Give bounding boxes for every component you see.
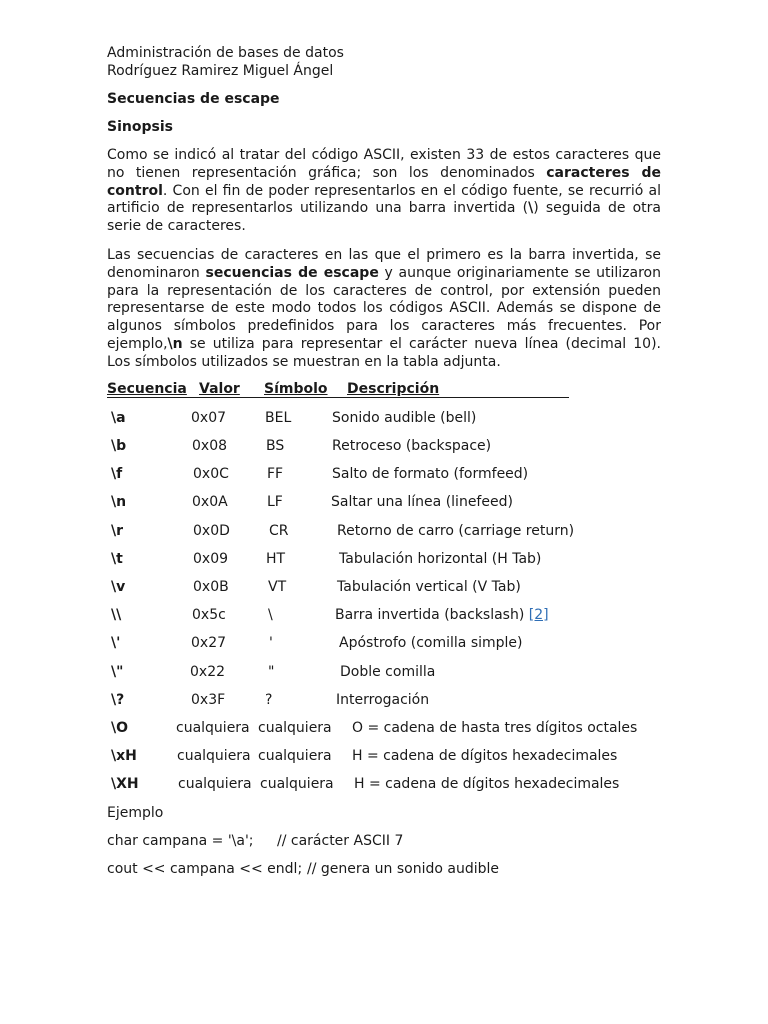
example-code-line-2 bbox=[107, 861, 499, 877]
table-cell-value: cualquiera bbox=[177, 748, 251, 764]
table-cell-sequence: \a bbox=[111, 410, 126, 426]
table-cell-description: H = cadena de dígitos hexadecimales bbox=[352, 748, 618, 764]
table-cell-sequence: \f bbox=[111, 466, 123, 482]
table-cell-value: 0x27 bbox=[191, 635, 227, 651]
table-cell-description: O = cadena de hasta tres dígitos octales bbox=[352, 720, 638, 736]
table-cell-description: H = cadena de dígitos hexadecimales bbox=[354, 776, 620, 792]
reference-link[interactable]: [2] bbox=[528, 607, 549, 623]
table-cell-symbol: cualquiera bbox=[260, 776, 334, 792]
table-cell-symbol: cualquiera bbox=[258, 748, 332, 764]
table-cell-value: 0x0A bbox=[192, 494, 228, 510]
table-cell-value: cualquiera bbox=[176, 720, 250, 736]
section-title: Sinopsis bbox=[107, 119, 173, 135]
table-cell-value: 0x22 bbox=[190, 664, 226, 680]
table-header-symbol: Símbolo bbox=[264, 381, 328, 397]
table-cell-description: Apóstrofo (comilla simple) bbox=[339, 635, 523, 651]
table-cell-sequence: \t bbox=[111, 551, 123, 567]
table-cell-value: 0x09 bbox=[193, 551, 229, 567]
table-cell-symbol: BS bbox=[266, 438, 285, 454]
table-cell-sequence: \v bbox=[111, 579, 126, 595]
table-cell-value: 0x08 bbox=[192, 438, 228, 454]
document-title: Secuencias de escape bbox=[107, 91, 280, 107]
table-header-underline bbox=[107, 397, 569, 398]
example-code-line-1 bbox=[107, 833, 404, 849]
table-header-value: Valor bbox=[199, 381, 240, 397]
table-cell-value: 0x0C bbox=[193, 466, 229, 482]
table-cell-value: 0x07 bbox=[191, 410, 227, 426]
table-cell-value: 0x0B bbox=[193, 579, 229, 595]
paragraph-text: Como se indicó al tratar del código ASCII, existen 33 de estos caracteres que no tienen representación gráfica; son los denominados bbox=[107, 147, 661, 181]
course-name: Administración de bases de datos bbox=[107, 45, 344, 61]
paragraph-text: ) seguida de otra serie de caracteres. bbox=[107, 200, 661, 235]
table-cell-symbol: VT bbox=[268, 579, 287, 595]
table-cell-sequence: \' bbox=[111, 635, 121, 651]
paragraph-text: y aunque originariamente se utilizaron para la representación de los caracteres de control, por extensión pueden representarse de este modo todos los códigos ASCII. Además se dispone de algunos símbolos predefinidos para los caracteres más frecuentes. Por ejemplo, bbox=[107, 264, 661, 352]
paragraph-bold-term: \n bbox=[167, 335, 183, 352]
table-cell-symbol: ' bbox=[269, 635, 273, 651]
paragraph-text: Las secuencias de caracteres en las que el primero es la barra invertida, se denominaron bbox=[107, 247, 661, 281]
table-cell-sequence: \r bbox=[111, 523, 124, 539]
table-cell-symbol: CR bbox=[269, 523, 289, 539]
paragraph-intro bbox=[107, 147, 661, 236]
table-cell-sequence: \O bbox=[111, 720, 129, 736]
code-statement: cout << campana << endl; bbox=[107, 861, 303, 877]
table-cell-description: Interrogación bbox=[336, 692, 430, 708]
paragraph-escape bbox=[107, 247, 661, 372]
table-cell-symbol: BEL bbox=[265, 410, 292, 426]
paragraph-bold-term: \ bbox=[528, 200, 534, 217]
table-cell-description: Retorno de carro (carriage return) bbox=[337, 523, 575, 539]
paragraph-bold-term: caracteres de control bbox=[107, 164, 661, 199]
table-cell-description: Retroceso (backspace) bbox=[332, 438, 492, 454]
paragraph-text: . Con el fin de poder representarlos en el código fuente, se recurrió al artificio de representarlos utilizando una barra invertida ( bbox=[107, 182, 661, 217]
table-cell-value: 0x5c bbox=[192, 607, 226, 623]
table-header-sequence: Secuencia bbox=[107, 381, 187, 397]
table-cell-description: Saltar una línea (linefeed) bbox=[331, 494, 513, 510]
table-cell-symbol: LF bbox=[267, 494, 283, 510]
table-cell-symbol: \ bbox=[268, 607, 273, 623]
table-cell-symbol: cualquiera bbox=[258, 720, 332, 736]
table-cell-description: Barra invertida (backslash) bbox=[335, 607, 525, 623]
paragraph-bold-term: secuencias de escape bbox=[205, 264, 379, 281]
code-statement: char campana = '\a'; bbox=[107, 833, 254, 849]
table-cell-value: cualquiera bbox=[178, 776, 252, 792]
code-comment: // genera un sonido audible bbox=[307, 861, 499, 877]
table-cell-sequence: \" bbox=[111, 664, 124, 680]
table-cell-description: Sonido audible (bell) bbox=[332, 410, 477, 426]
table-cell-sequence: \? bbox=[111, 692, 125, 708]
table-cell-sequence: \n bbox=[111, 494, 127, 510]
table-cell-symbol: " bbox=[268, 664, 275, 680]
table-cell-description: Salto de formato (formfeed) bbox=[332, 466, 529, 482]
example-label: Ejemplo bbox=[107, 805, 164, 821]
table-cell-sequence: \xH bbox=[111, 748, 137, 764]
table-cell-sequence: \\ bbox=[111, 607, 122, 623]
table-cell-description: Tabulación vertical (V Tab) bbox=[337, 579, 521, 595]
table-cell-description: Tabulación horizontal (H Tab) bbox=[339, 551, 542, 567]
table-cell-description-with-link bbox=[335, 607, 549, 623]
table-cell-symbol: HT bbox=[266, 551, 286, 567]
code-comment: // carácter ASCII 7 bbox=[277, 833, 404, 849]
table-cell-symbol: ? bbox=[265, 692, 273, 708]
table-cell-sequence: \b bbox=[111, 438, 127, 454]
author-name: Rodríguez Ramirez Miguel Ángel bbox=[107, 63, 334, 79]
table-cell-value: 0x0D bbox=[193, 523, 230, 539]
table-cell-symbol: FF bbox=[267, 466, 284, 482]
table-cell-value: 0x3F bbox=[191, 692, 226, 708]
table-cell-description: Doble comilla bbox=[340, 664, 436, 680]
table-cell-sequence: \XH bbox=[111, 776, 139, 792]
table-header-description: Descripción bbox=[347, 381, 440, 397]
paragraph-text: se utiliza para representar el carácter nueva línea (decimal 10). Los símbolos utilizados se muestran en la tabla adjunta. bbox=[107, 335, 661, 370]
